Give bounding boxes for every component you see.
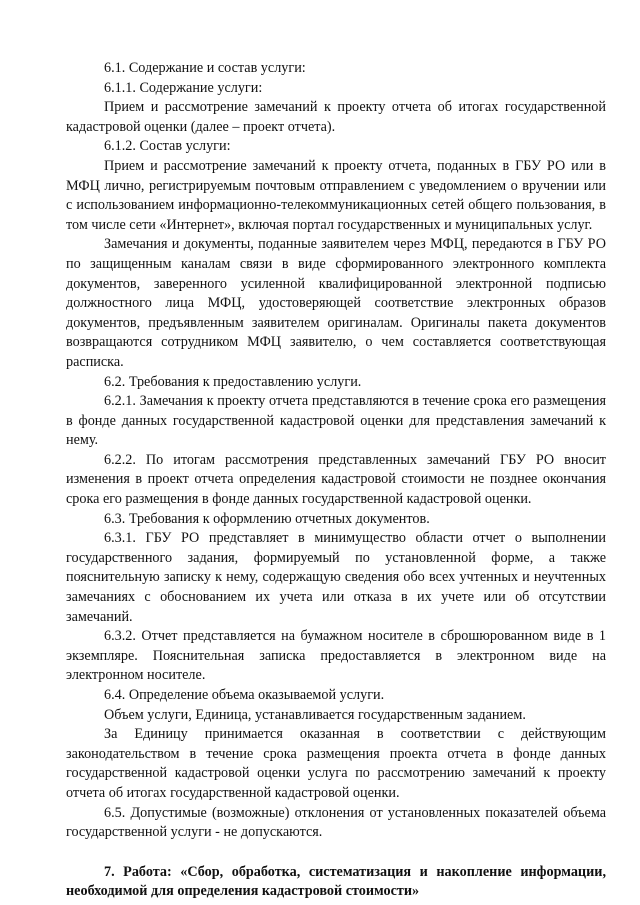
paragraph-6-3: 6.3. Требования к оформлению отчетных документов. [104,510,430,527]
paragraph-6-1-1: 6.1.1. Содержание услуги: [104,79,263,96]
paragraph-unit-definition: За Единицу принимается оказанная в соответствии с действующим законодательством в течение срока размещения проекта отчета в фонде данных государственной кадастровой оценки услуга по рассмотрению замечаний к проекту отчета об итогах государственной кадастровой оценки. [66,726,606,801]
paragraph-mfc-documents: Замечания и документы, поданные заявителем через МФЦ, передаются в ГБУ РО по защищенным каналам связи в виде сформированного электронного комплекта документов, заверенного усиленной квалифицированной электронной подписью должностного лица МФЦ, удостоверяющей соответствие электронных образов документов, предъявленным заявителем оригиналам. Оригиналы пакета документов возвращаются сотрудником МФЦ заявителю, о чем составляется соответствующая расписка. [66,236,606,370]
paragraph-service-composition: Прием и рассмотрение замечаний к проекту отчета, поданных в ГБУ РО или в МФЦ лично, регистрируемым почтовым отправлением с уведомлением о вручении или с использованием информационно-телекоммуникационных сетей общего пользования, в том числе сети «Интернет», включая портал государственных и муниципальных услуг. [66,157,606,233]
document-page [66,59,606,902]
paragraph-service-volume: Объем услуги, Единица, устанавливается государственным заданием. [104,706,526,723]
paragraph-6-2-1: 6.2.1. Замечания к проекту отчета представляются в течение срока его размещения в фонде данных государственной кадастровой оценки для представления замечаний к нему. [66,393,606,449]
section-7-heading: 7. Работа: «Сбор, обработка, систематизация и накопление информации, необходимой для определения кадастровой стоимости» [66,863,606,900]
paragraph-6-1: 6.1. Содержание и состав услуги: [104,60,306,76]
paragraph-6-2-2: 6.2.2. По итогам рассмотрения представленных замечаний ГБУ РО вносит изменения в проект отчета определения кадастровой стоимости не позднее окончания срока его размещения в фонде данных государственной кадастровой оценки. [66,451,606,508]
paragraph-6-1-2: 6.1.2. Состав услуги: [104,138,231,155]
paragraph-6-3-2: 6.3.2. Отчет представляется на бумажном носителе в сброшюрованном виде в 1 экземпляре. Пояснительная записка предоставляется в электронном виде на электронном носителе. [66,628,606,684]
paragraph-6-5: 6.5. Допустимые (возможные) отклонения от установленных показателей объема государственной услуги - не допускаются. [66,804,606,841]
paragraph-6-2: 6.2. Требования к предоставлению услуги. [104,373,362,390]
paragraph-6-3-1: 6.3.1. ГБУ РО представляет в минимущество области отчет о выполнении государственного задания, формируемый по установленной форме, а также пояснительную записку к нему, содержащую сведения обо всех учтенных и неучтенных замечаниях с обоснованием их учета или отказа в их учете или об отсутствии замечаний. [66,530,606,625]
paragraph-service-content: Прием и рассмотрение замечаний к проекту отчета об итогах государственной кадастровой оценки (далее – проект отчета). [66,99,606,135]
paragraph-6-4: 6.4. Определение объема оказываемой услуги. [104,687,385,703]
